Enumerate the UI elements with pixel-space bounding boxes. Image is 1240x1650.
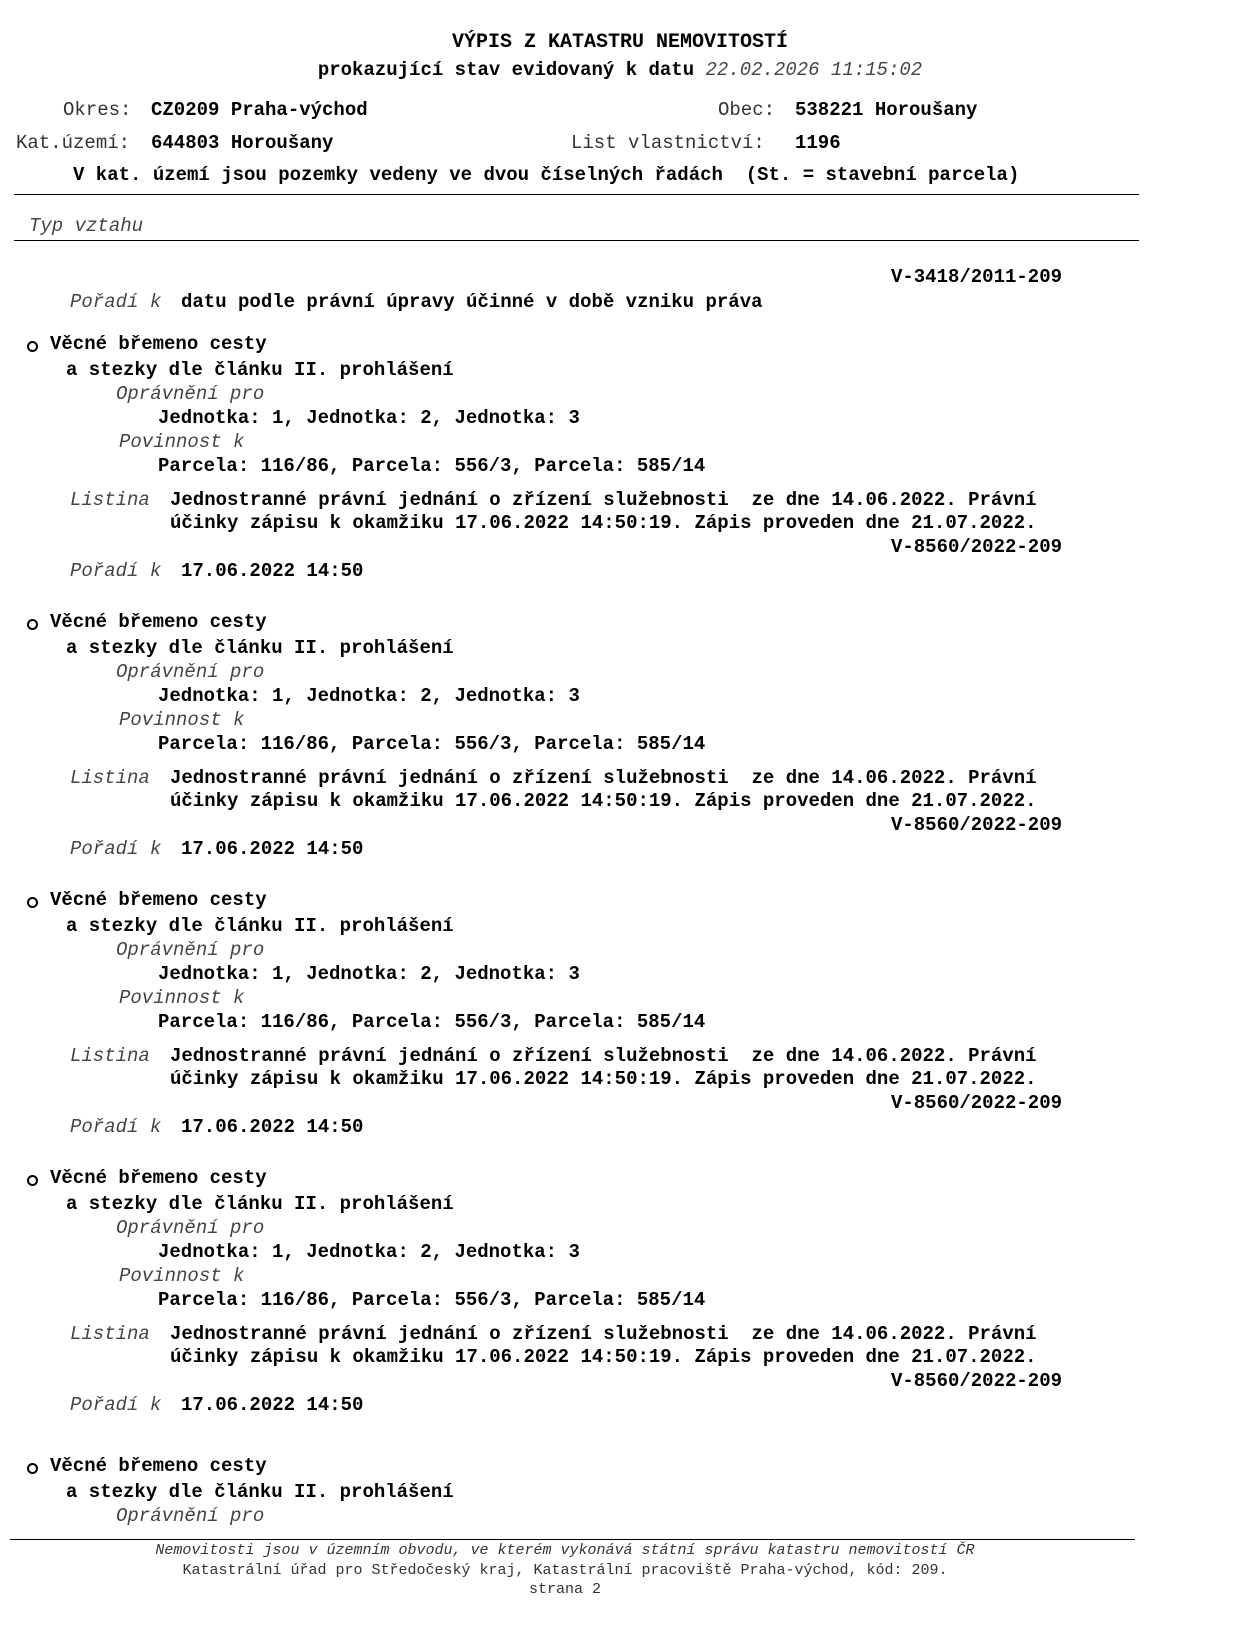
entry-title: Věcné břemeno cesty [50, 1455, 267, 1477]
poradi-label: Pořadí k [70, 560, 162, 582]
povinnost-value: Parcela: 116/86, Parcela: 556/3, Parcela: 585/14 [158, 1011, 706, 1033]
listina-text-line1: Jednostranné právní jednání o zřízení služebnosti ze dne 14.06.2022. Právní [170, 1323, 1037, 1345]
obec-label: Obec: [718, 99, 776, 121]
povinnost-value: Parcela: 116/86, Parcela: 556/3, Parcela: 585/14 [158, 455, 706, 477]
typ-vztahu-label: Typ vztahu [29, 215, 144, 237]
footer-divider [10, 1539, 1135, 1540]
opravneni-label: Oprávnění pro [116, 939, 265, 961]
lv-label: List vlastnictví: [571, 132, 765, 154]
povinnost-value: Parcela: 116/86, Parcela: 556/3, Parcela: 585/14 [158, 1289, 706, 1311]
povinnost-label: Povinnost k [119, 1265, 245, 1287]
opravneni-value: Jednotka: 1, Jednotka: 2, Jednotka: 3 [158, 685, 580, 707]
listina-text-line2: účinky zápisu k okamžiku 17.06.2022 14:50:19. Zápis proveden dne 21.07.2022. [170, 1346, 1037, 1368]
encumbrance-entry-partial [0, 1453, 1240, 1533]
entry-title: Věcné břemeno cesty [50, 333, 267, 355]
opravneni-label: Oprávnění pro [116, 383, 265, 405]
reference-number: V-8560/2022-209 [890, 1370, 1062, 1392]
listina-text-line2: účinky zápisu k okamžiku 17.06.2022 14:50:19. Zápis proveden dne 21.07.2022. [170, 1068, 1037, 1090]
poradi-label: Pořadí k [70, 291, 162, 313]
document-title: VÝPIS Z KATASTRU NEMOVITOSTÍ [451, 31, 789, 54]
povinnost-label: Povinnost k [119, 987, 245, 1009]
poradi-value: 17.06.2022 14:50 [181, 1116, 364, 1138]
reference-number: V-3418/2011-209 [890, 266, 1062, 288]
entry-title: Věcné břemeno cesty [50, 611, 267, 633]
opravneni-value: Jednotka: 1, Jednotka: 2, Jednotka: 3 [158, 407, 580, 429]
section-divider [14, 240, 1139, 241]
entry-title-continued: a stezky dle článku II. prohlášení [66, 1481, 454, 1503]
reference-number: V-8560/2022-209 [890, 536, 1062, 558]
encumbrance-entry [0, 1165, 1240, 1455]
subtitle-prefix: prokazující stav evidovaný k datu [317, 59, 695, 81]
footer-territory-note: Nemovitosti jsou v územním obvodu, ve kterém vykonává státní správu katastru nemovitostí ČR [155, 1542, 975, 1559]
reference-number: V-8560/2022-209 [890, 814, 1062, 836]
okres-value: CZ0209 Praha-východ [151, 99, 368, 121]
header-divider [14, 194, 1139, 195]
listina-label: Listina [70, 1045, 150, 1067]
poradi-value: datu podle právní úpravy účinné v době vzniku práva [181, 291, 763, 313]
encumbrance-entry [0, 331, 1240, 621]
obec-value: 538221 Horoušany [795, 99, 978, 121]
entry-title-continued: a stezky dle článku II. prohlášení [66, 637, 454, 659]
lv-value: 1196 [795, 132, 841, 154]
entry-title-continued: a stezky dle článku II. prohlášení [66, 915, 454, 937]
entry-title: Věcné břemeno cesty [50, 1167, 267, 1189]
footer-office: Katastrální úřad pro Středočeský kraj, Katastrální pracoviště Praha-východ, kód: 209. [182, 1562, 948, 1579]
listina-label: Listina [70, 767, 150, 789]
poradi-value: 17.06.2022 14:50 [181, 1394, 364, 1416]
encumbrance-entry [0, 609, 1240, 899]
numbering-note: V kat. území jsou pozemky vedeny ve dvou číselných řadách (St. = stavební parcela) [73, 164, 1020, 186]
povinnost-value: Parcela: 116/86, Parcela: 556/3, Parcela: 585/14 [158, 733, 706, 755]
reference-number: V-8560/2022-209 [890, 1092, 1062, 1114]
listina-text-line2: účinky zápisu k okamžiku 17.06.2022 14:50:19. Zápis proveden dne 21.07.2022. [170, 512, 1037, 534]
document-subtitle [0, 61, 1240, 80]
listina-text-line1: Jednostranné právní jednání o zřízení služebnosti ze dne 14.06.2022. Právní [170, 489, 1037, 511]
listina-text-line1: Jednostranné právní jednání o zřízení služebnosti ze dne 14.06.2022. Právní [170, 1045, 1037, 1067]
poradi-value: 17.06.2022 14:50 [181, 838, 364, 860]
bullet-icon [27, 1463, 38, 1474]
bullet-icon [27, 619, 38, 630]
okres-label: Okres: [63, 99, 132, 121]
povinnost-label: Povinnost k [119, 709, 245, 731]
opravneni-value: Jednotka: 1, Jednotka: 2, Jednotka: 3 [158, 963, 580, 985]
entry-title-continued: a stezky dle článku II. prohlášení [66, 359, 454, 381]
listina-label: Listina [70, 1323, 150, 1345]
opravneni-label: Oprávnění pro [116, 661, 265, 683]
listina-text-line1: Jednostranné právní jednání o zřízení služebnosti ze dne 14.06.2022. Právní [170, 767, 1037, 789]
povinnost-label: Povinnost k [119, 431, 245, 453]
katuzemi-label: Kat.území: [16, 132, 131, 154]
opravneni-value: Jednotka: 1, Jednotka: 2, Jednotka: 3 [158, 1241, 580, 1263]
bullet-icon [27, 897, 38, 908]
footer-page-number: strana 2 [528, 1581, 601, 1598]
entry-title-continued: a stezky dle článku II. prohlášení [66, 1193, 454, 1215]
opravneni-label: Oprávnění pro [116, 1505, 265, 1527]
subtitle-date: 22.02.2026 11:15:02 [705, 59, 923, 81]
entry-title: Věcné břemeno cesty [50, 889, 267, 911]
encumbrance-entry [0, 887, 1240, 1177]
katuzemi-value: 644803 Horoušany [151, 132, 334, 154]
poradi-value: 17.06.2022 14:50 [181, 560, 364, 582]
poradi-label: Pořadí k [70, 838, 162, 860]
listina-label: Listina [70, 489, 150, 511]
poradi-label: Pořadí k [70, 1394, 162, 1416]
poradi-label: Pořadí k [70, 1116, 162, 1138]
bullet-icon [27, 341, 38, 352]
opravneni-label: Oprávnění pro [116, 1217, 265, 1239]
bullet-icon [27, 1175, 38, 1186]
listina-text-line2: účinky zápisu k okamžiku 17.06.2022 14:50:19. Zápis proveden dne 21.07.2022. [170, 790, 1037, 812]
